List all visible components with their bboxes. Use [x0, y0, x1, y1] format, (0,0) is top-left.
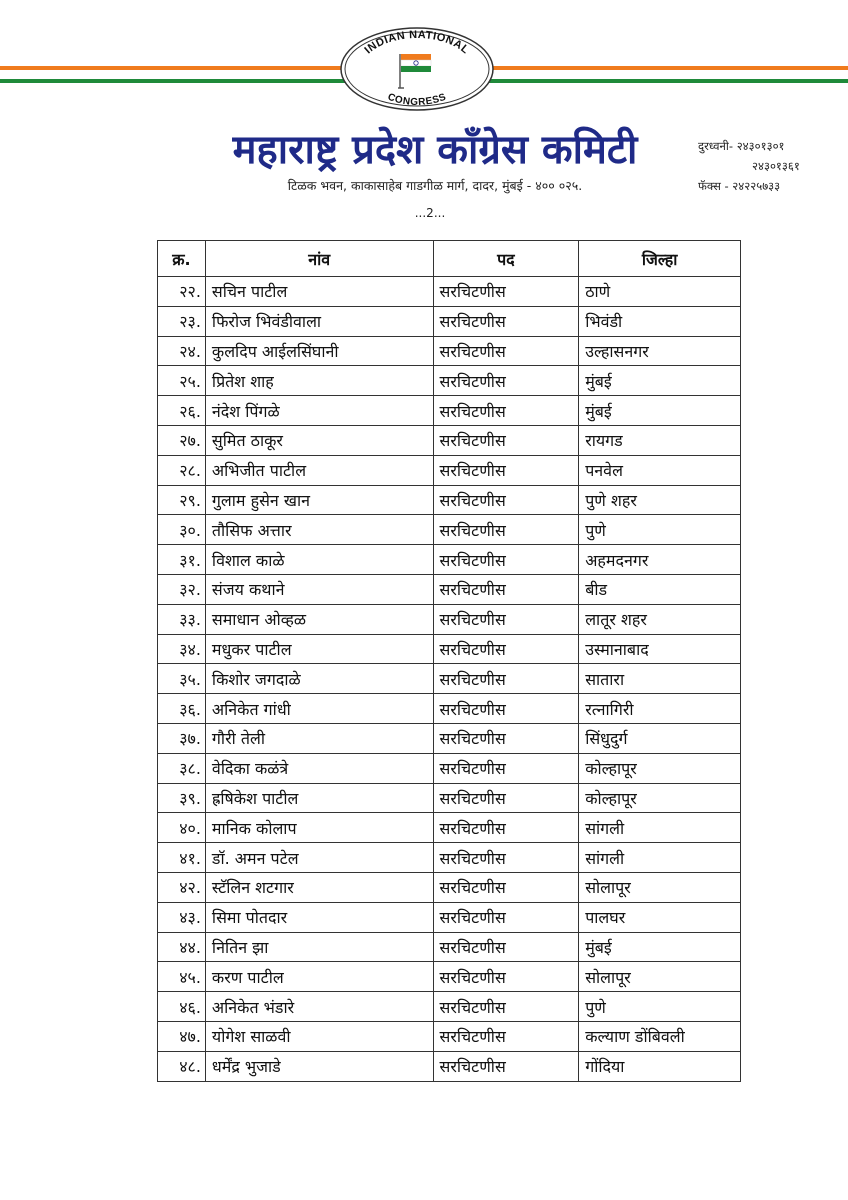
row-district: अहमदनगर — [579, 545, 741, 575]
row-district: उल्हासनगर — [579, 336, 741, 366]
row-district: सिंधुदुर्ग — [579, 723, 741, 753]
row-post: सरचिटणीस — [433, 396, 579, 426]
row-district: उस्मानाबाद — [579, 634, 741, 664]
row-district: लातूर शहर — [579, 604, 741, 634]
row-district: कोल्हापूर — [579, 753, 741, 783]
header-serial: क्र. — [158, 241, 206, 277]
organization-address: टिळक भवन, काकासाहेब गाडगीळ मार्ग, दादर, मुंबई - ४०० ०२५. — [287, 178, 583, 193]
table-row — [158, 366, 741, 396]
row-serial: २८. — [158, 455, 206, 485]
phone-number-2: २४३०१३६१ — [752, 159, 800, 173]
row-post: सरचिटणीस — [433, 515, 579, 545]
row-serial: ४५. — [158, 962, 206, 992]
row-post: सरचिटणीस — [433, 634, 579, 664]
row-post: सरचिटणीस — [433, 932, 579, 962]
row-serial: ४२. — [158, 872, 206, 902]
table-row — [158, 1051, 741, 1081]
row-post: सरचिटणीस — [433, 277, 579, 307]
table-row — [158, 306, 741, 336]
row-serial: ४३. — [158, 902, 206, 932]
row-post: सरचिटणीस — [433, 604, 579, 634]
table-row — [158, 992, 741, 1022]
row-post: सरचिटणीस — [433, 1021, 579, 1051]
row-name: करण पाटील — [205, 962, 433, 992]
row-serial: ३७. — [158, 723, 206, 753]
row-name: अनिकेत भंडारे — [205, 992, 433, 1022]
row-serial: ४६. — [158, 992, 206, 1022]
page-number: ...2... — [414, 206, 446, 220]
table-row — [158, 277, 741, 307]
row-post: सरचिटणीस — [433, 694, 579, 724]
table-row — [158, 813, 741, 843]
row-serial: ३१. — [158, 545, 206, 575]
table-row — [158, 485, 741, 515]
row-name: ह्रषिकेश पाटील — [205, 783, 433, 813]
row-post: सरचिटणीस — [433, 723, 579, 753]
row-post: सरचिटणीस — [433, 306, 579, 336]
row-serial: ४८. — [158, 1051, 206, 1081]
row-serial: ३०. — [158, 515, 206, 545]
row-post: सरचिटणीस — [433, 753, 579, 783]
row-district: भिवंडी — [579, 306, 741, 336]
organization-name: महाराष्ट्र प्रदेश काँग्रेस कमिटी — [232, 127, 638, 173]
row-name: सुमित ठाकूर — [205, 425, 433, 455]
header-district: जिल्हा — [579, 241, 741, 277]
row-name: नंदेश पिंगळे — [205, 396, 433, 426]
row-district: मुंबई — [579, 396, 741, 426]
table-header-row — [158, 241, 741, 277]
row-district: पुणे शहर — [579, 485, 741, 515]
row-name: विशाल काळे — [205, 545, 433, 575]
row-post: सरचिटणीस — [433, 1051, 579, 1081]
row-district: सांगली — [579, 843, 741, 873]
row-district: कोल्हापूर — [579, 783, 741, 813]
row-post: सरचिटणीस — [433, 813, 579, 843]
row-serial: २३. — [158, 306, 206, 336]
table-row — [158, 545, 741, 575]
table-row — [158, 396, 741, 426]
table-row — [158, 753, 741, 783]
row-serial: ३५. — [158, 664, 206, 694]
row-serial: ३४. — [158, 634, 206, 664]
row-name: अनिकेत गांधी — [205, 694, 433, 724]
table-row — [158, 902, 741, 932]
row-name: समाधान ओव्हळ — [205, 604, 433, 634]
row-name: प्रितेश शाह — [205, 366, 433, 396]
row-name: गौरी तेली — [205, 723, 433, 753]
row-serial: २६. — [158, 396, 206, 426]
row-district: सोलापूर — [579, 962, 741, 992]
row-district: सोलापूर — [579, 872, 741, 902]
phone-number-1: दुरध्वनी- २४३०१३०१ — [698, 139, 785, 153]
table-row — [158, 962, 741, 992]
row-serial: २२. — [158, 277, 206, 307]
congress-logo-icon — [338, 26, 496, 112]
row-post: सरचिटणीस — [433, 574, 579, 604]
row-name: मानिक कोलाप — [205, 813, 433, 843]
row-post: सरचिटणीस — [433, 545, 579, 575]
row-district: मुंबई — [579, 366, 741, 396]
header-name: नांव — [205, 241, 433, 277]
row-post: सरचिटणीस — [433, 336, 579, 366]
row-serial: ४१. — [158, 843, 206, 873]
table-row — [158, 723, 741, 753]
row-name: किशोर जगदाळे — [205, 664, 433, 694]
table-row — [158, 604, 741, 634]
table-row — [158, 843, 741, 873]
row-district: मुंबई — [579, 932, 741, 962]
table-row — [158, 664, 741, 694]
row-serial: ४०. — [158, 813, 206, 843]
row-post: सरचिटणीस — [433, 872, 579, 902]
header-post: पद — [433, 241, 579, 277]
row-name: कुलदिप आईलसिंघानी — [205, 336, 433, 366]
row-name: डॉ. अमन पटेल — [205, 843, 433, 873]
row-district: गोंदिया — [579, 1051, 741, 1081]
logo-top-text: INDIAN NATIONAL — [362, 28, 472, 57]
row-name: स्टॅलिन शटगार — [205, 872, 433, 902]
row-district: पनवेल — [579, 455, 741, 485]
table-row — [158, 634, 741, 664]
row-serial: ३६. — [158, 694, 206, 724]
row-name: तौसिफ अत्तार — [205, 515, 433, 545]
row-name: अभिजीत पाटील — [205, 455, 433, 485]
row-name: सचिन पाटील — [205, 277, 433, 307]
members-table — [157, 240, 741, 1082]
row-name: वेदिका कळंत्रे — [205, 753, 433, 783]
row-serial: ४४. — [158, 932, 206, 962]
row-name: गुलाम हुसेन खान — [205, 485, 433, 515]
row-district: कल्याण डोंबिवली — [579, 1021, 741, 1051]
row-serial: २४. — [158, 336, 206, 366]
row-serial: ४७. — [158, 1021, 206, 1051]
row-post: सरचिटणीस — [433, 783, 579, 813]
row-post: सरचिटणीस — [433, 455, 579, 485]
row-name: योगेश साळवी — [205, 1021, 433, 1051]
fax-number: फॅक्स - २४२२५७३३ — [698, 179, 781, 193]
table-row — [158, 872, 741, 902]
table-body — [158, 277, 741, 1082]
row-name: संजय कथाने — [205, 574, 433, 604]
table-row — [158, 455, 741, 485]
row-serial: ३९. — [158, 783, 206, 813]
row-name: मधुकर पाटील — [205, 634, 433, 664]
row-name: धर्मेंद्र भुजाडे — [205, 1051, 433, 1081]
row-district: सांगली — [579, 813, 741, 843]
table-row — [158, 336, 741, 366]
table-row — [158, 783, 741, 813]
table-row — [158, 425, 741, 455]
row-post: सरचिटणीस — [433, 902, 579, 932]
table-row — [158, 1021, 741, 1051]
table-row — [158, 515, 741, 545]
row-post: सरचिटणीस — [433, 843, 579, 873]
row-name: नितिन झा — [205, 932, 433, 962]
row-district: पुणे — [579, 992, 741, 1022]
row-district: रत्नागिरी — [579, 694, 741, 724]
row-post: सरचिटणीस — [433, 366, 579, 396]
row-post: सरचिटणीस — [433, 425, 579, 455]
row-name: फिरोज भिवंडीवाला — [205, 306, 433, 336]
row-name: सिमा पोतदार — [205, 902, 433, 932]
row-post: सरचिटणीस — [433, 485, 579, 515]
row-district: ठाणे — [579, 277, 741, 307]
row-serial: ३८. — [158, 753, 206, 783]
row-serial: २७. — [158, 425, 206, 455]
row-district: बीड — [579, 574, 741, 604]
row-district: पालघर — [579, 902, 741, 932]
row-serial: २९. — [158, 485, 206, 515]
row-district: पुणे — [579, 515, 741, 545]
table-row — [158, 574, 741, 604]
row-post: सरचिटणीस — [433, 664, 579, 694]
row-district: रायगड — [579, 425, 741, 455]
row-serial: ३३. — [158, 604, 206, 634]
logo-bottom-text: CONGRESS — [386, 91, 448, 109]
row-post: सरचिटणीस — [433, 992, 579, 1022]
table-row — [158, 932, 741, 962]
row-serial: ३२. — [158, 574, 206, 604]
row-post: सरचिटणीस — [433, 962, 579, 992]
row-serial: २५. — [158, 366, 206, 396]
table-row — [158, 694, 741, 724]
row-district: सातारा — [579, 664, 741, 694]
